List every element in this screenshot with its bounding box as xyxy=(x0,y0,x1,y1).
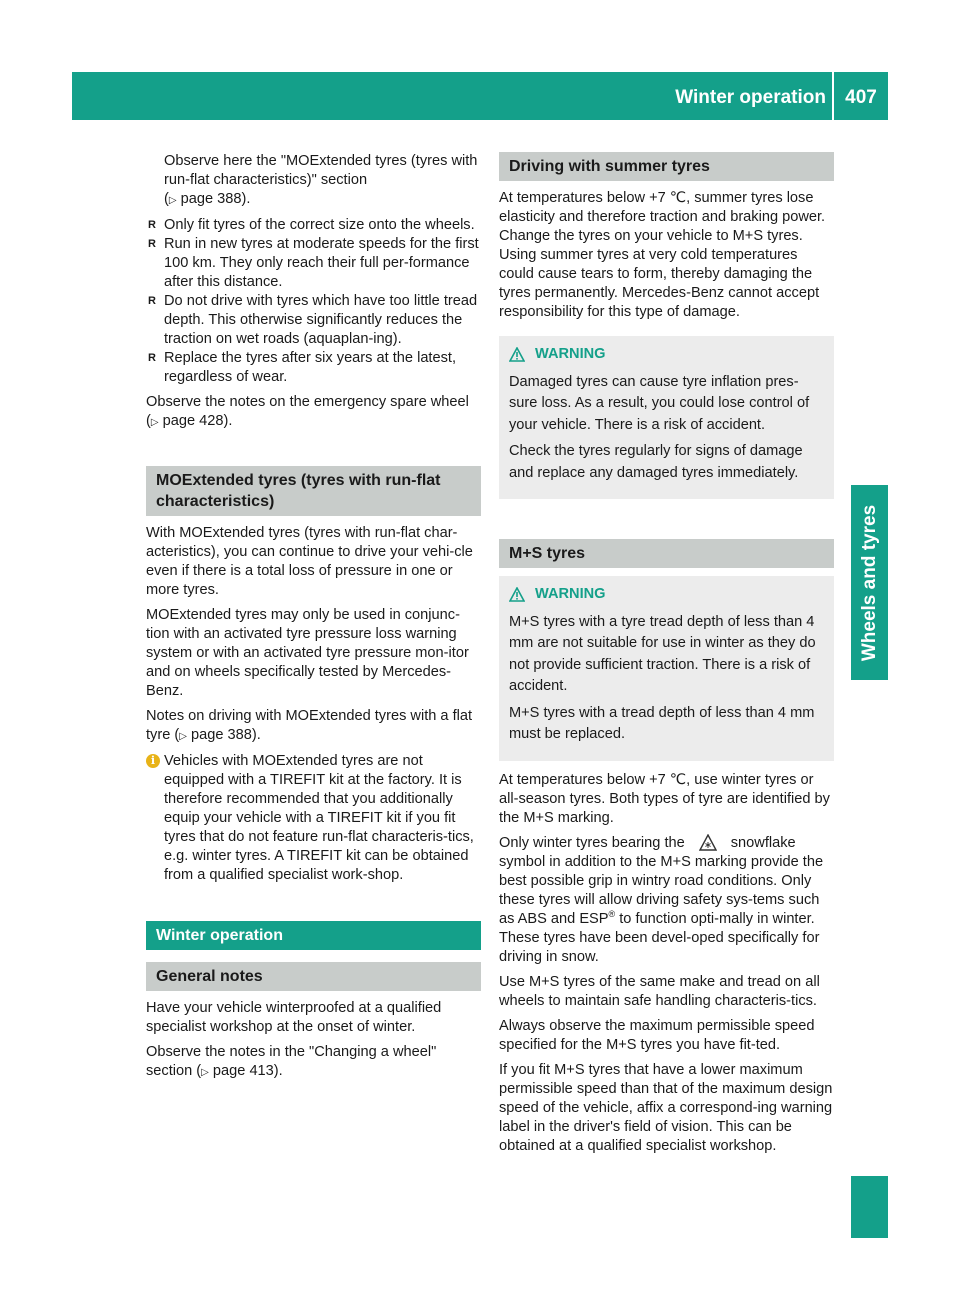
section-heading-ms-tyres: M+S tyres xyxy=(499,539,834,568)
page-ref-link[interactable]: page 388). xyxy=(180,191,251,207)
paragraph: If you fit M+S tyres that have a lower maximum permissible speed than that of the maximum design speed of the vehicle, affix a correspond-ing warning label in the driver's field of vision. This can be obtained at a qualified specialist workshop. xyxy=(499,1061,833,1154)
header-divider xyxy=(832,72,834,120)
left-column xyxy=(146,152,481,1088)
page-ref-arrow-icon: ▷ xyxy=(150,417,159,428)
warning-triangle-icon xyxy=(509,587,525,602)
page-title: Winter operation xyxy=(675,87,826,108)
warning-text: M+S tyres with a tread depth of less than 4 mm must be replaced. xyxy=(509,704,815,742)
bullet-marker-icon: R xyxy=(148,219,156,231)
right-column xyxy=(499,152,834,1162)
paragraph: MOExtended tyres may only be used in conjunc-tion with an activated tyre pressure loss warning system or with an activated tyre pressure mon-itor and on wheels specifically tested by Mercedes-Benz. xyxy=(146,607,469,699)
page-ref-arrow-icon: ▷ xyxy=(201,1067,209,1078)
paragraph: With MOExtended tyres (tyres with run-flat char-acteristics), you can continue to drive your vehi-cle even if there is a total loss of pressure in one or more tyres. xyxy=(146,525,473,598)
page-ref-link[interactable]: page 413). xyxy=(212,1063,283,1079)
paragraph: Notes on driving with MOExtended tyres with a flat tyre (▷ page 388). xyxy=(146,708,473,743)
list-item: R Only fit tyres of the correct size onto the wheels. xyxy=(148,217,475,233)
bullet-list xyxy=(146,216,481,387)
warning-text: Check the tyres regularly for signs of damage and replace any damaged tyres immediately. xyxy=(509,443,803,481)
paragraph: Use M+S tyres of the same make and tread on all wheels to maintain safe handling characteris-tics. xyxy=(499,973,820,1009)
warning-text: Damaged tyres can cause tyre inflation pres-sure loss. As a result, you could lose control of your vehicle. There is a risk of accident. xyxy=(509,373,810,433)
warning-box xyxy=(499,576,834,761)
page-ref-arrow-icon: ▷ xyxy=(168,195,177,206)
info-note: i Vehicles with MOExtended tyres are not equipped with a TIREFIT kit at the factory. It is therefore recommended that you additionally equip your vehicle with a TIREFIT kit if you fit tyres that do not feature run-flat characteris-tics, e.g. winter tyres. A TIREFIT kit can be obtained from a qualified specialist work-shop. xyxy=(146,752,481,885)
info-icon: i xyxy=(146,754,160,768)
warning-header: WARNING xyxy=(509,344,824,366)
section-heading-general-notes: General notes xyxy=(146,962,481,991)
section-heading-moextended: MOExtended tyres (tyres with run-flat characteristics) xyxy=(146,466,481,516)
page-ref-link[interactable]: page 428). xyxy=(162,413,233,429)
paragraph: Have your vehicle winterproofed at a qualified specialist workshop at the onset of winter. xyxy=(146,1000,442,1035)
paragraph: Always observe the maximum permissible speed specified for the M+S tyres you have fit-ted. xyxy=(499,1017,815,1053)
list-item: R Replace the tyres after six years at the latest, regardless of wear. xyxy=(148,350,457,385)
bullet-marker-icon: R xyxy=(148,295,156,307)
warning-box xyxy=(499,336,834,499)
paragraph: Only winter tyres bearing the snowflake symbol in addition to the M+S marking provide the best possible grip in wintry road conditions. Only these tyres will allow driving safety sys-tems such as ABS and ESP® to function opti-mally in winter. These tyres have been devel-oped specifically for driving in snow. xyxy=(499,834,824,965)
paragraph: Observe the notes in the "Changing a wheel" section (▷ page 413). xyxy=(146,1044,437,1079)
side-tab-label: Wheels and tyres xyxy=(858,504,880,661)
side-marker-block xyxy=(851,1176,888,1238)
snowflake-mountain-icon xyxy=(699,834,717,851)
bullet-marker-icon: R xyxy=(148,238,156,250)
paragraph: At temperatures below +7 ℃, use winter tyres or all-season tyres. Both types of tyre are identified by the M+S marking. xyxy=(499,771,830,826)
warning-header: WARNING xyxy=(509,584,824,606)
page-ref-link[interactable]: page 388). xyxy=(191,727,261,743)
list-item: R Run in new tyres at moderate speeds for the first 100 km. They only reach their full per-formance after this distance. xyxy=(148,236,479,290)
warning-text: M+S tyres with a tyre tread depth of less than 4 mm are not suitable for use in winter as they do not provide sufficient traction. There is a risk of accident. xyxy=(509,613,816,694)
section-heading-winter-operation: Winter operation xyxy=(146,921,481,950)
paragraph: At temperatures below +7 ℃, summer tyres lose elasticity and therefore traction and braking power. Change the tyres on your vehicle to M+S tyres. Using summer tyres at very cold temperatures could cause tears to form, thereby damaging the tyres permanently. Mercedes-Benz cannot accept responsibility for this type of damage. xyxy=(499,190,826,320)
warning-triangle-icon xyxy=(509,347,525,362)
paragraph: Observe the notes on the emergency spare wheel (▷ page 428). xyxy=(146,394,469,429)
list-item: R Do not drive with tyres which have too little tread depth. This otherwise significantly reduces the traction on wet roads (aquaplan-ing). xyxy=(148,293,478,347)
page-number: 407 xyxy=(845,87,877,108)
paragraph: Observe here the "MOExtended tyres (tyres with run-flat characteristics)" section (▷ page 388). xyxy=(164,153,478,207)
bullet-marker-icon: R xyxy=(148,352,156,364)
page-ref-arrow-icon: ▷ xyxy=(179,731,187,742)
section-side-tab xyxy=(851,485,888,680)
section-heading-summer-tyres: Driving with summer tyres xyxy=(499,152,834,181)
